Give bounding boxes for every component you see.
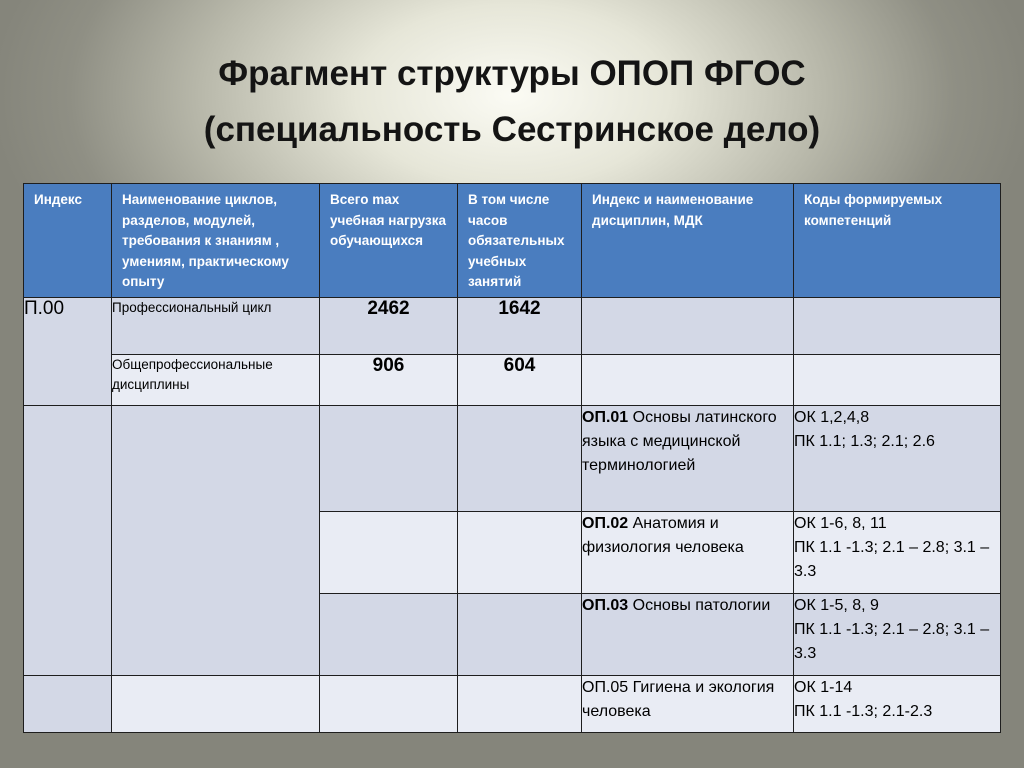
- competency-pk: ПК 1.1 -1.3; 2.1 – 2.8; 3.1 – 3.3: [794, 621, 990, 662]
- structure-table: [23, 183, 1001, 733]
- index-cell-empty: [24, 406, 112, 676]
- title-line-2: (специальность Сестринское дело): [203, 110, 821, 149]
- competency-ok: ОК 1,2,4,8: [794, 409, 870, 426]
- row-name: Профессиональный цикл: [112, 298, 320, 355]
- header-competencies: Коды формируемых компетенций: [794, 184, 1001, 298]
- competency-pk: ПК 1.1 -1.3; 2.1-2.3: [794, 703, 933, 720]
- index-cell: [24, 676, 112, 733]
- discipline-code: ОП.02: [582, 515, 629, 532]
- row-competencies: [794, 355, 1001, 406]
- row-total: [320, 676, 458, 733]
- table-row: [24, 406, 1001, 512]
- competency-pk: ПК 1.1; 1.3; 2.1; 2.6: [794, 433, 935, 450]
- header-name: Наименование циклов, разделов, модулей, требования к знаниям , умениям, практическому опыту: [112, 184, 320, 298]
- header-total-load: Всего max учебная нагрузка обучающихся: [320, 184, 458, 298]
- row-discipline: [582, 512, 794, 594]
- row-discipline: [582, 676, 794, 733]
- competency-pk: ПК 1.1 -1.3; 2.1 – 2.8; 3.1 – 3.3: [794, 539, 990, 580]
- title-line-1: Фрагмент структуры ОПОП ФГОС: [218, 54, 806, 93]
- header-row: [24, 184, 1001, 298]
- header-discipline: Индекс и наименование дисциплин, МДК: [582, 184, 794, 298]
- row-discipline: [582, 298, 794, 355]
- row-required: 1642: [458, 298, 582, 355]
- row-name: [112, 406, 320, 676]
- row-name: Общепрофессиональные дисциплины: [112, 355, 320, 406]
- row-total: [320, 406, 458, 512]
- header-required-hours: В том числе часов обязательных учебных занятий: [458, 184, 582, 298]
- discipline-name: Основы патологии: [628, 597, 771, 614]
- table-row: [24, 355, 1001, 406]
- row-discipline: [582, 406, 794, 512]
- competency-ok: ОК 1-14: [794, 679, 853, 696]
- row-competencies: [794, 676, 1001, 733]
- header-index: Индекс: [24, 184, 112, 298]
- discipline-name: Основы латинского языка с медицинской терминологией: [582, 409, 777, 474]
- row-required: [458, 676, 582, 733]
- row-total: 906: [320, 355, 458, 406]
- index-cell: П.00: [24, 298, 112, 406]
- row-competencies: [794, 406, 1001, 512]
- slide-title: [0, 46, 1024, 158]
- table-row: [24, 676, 1001, 733]
- row-required: [458, 594, 582, 676]
- row-competencies: [794, 594, 1001, 676]
- row-total: [320, 512, 458, 594]
- table-row: [24, 298, 1001, 355]
- row-name: [112, 676, 320, 733]
- row-competencies: [794, 512, 1001, 594]
- row-required: 604: [458, 355, 582, 406]
- row-discipline: [582, 355, 794, 406]
- discipline-code: ОП.01: [582, 409, 629, 426]
- competency-ok: ОК 1-6, 8, 11: [794, 515, 887, 532]
- row-competencies: [794, 298, 1001, 355]
- competency-ok: ОК 1-5, 8, 9: [794, 597, 879, 614]
- row-discipline: [582, 594, 794, 676]
- row-required: [458, 406, 582, 512]
- row-total: 2462: [320, 298, 458, 355]
- row-required: [458, 512, 582, 594]
- row-total: [320, 594, 458, 676]
- discipline-code: ОП.03: [582, 597, 629, 614]
- discipline-name: Анатомия и физиология человека: [582, 515, 744, 556]
- discipline-name: ОП.05 Гигиена и экология человека: [582, 679, 775, 720]
